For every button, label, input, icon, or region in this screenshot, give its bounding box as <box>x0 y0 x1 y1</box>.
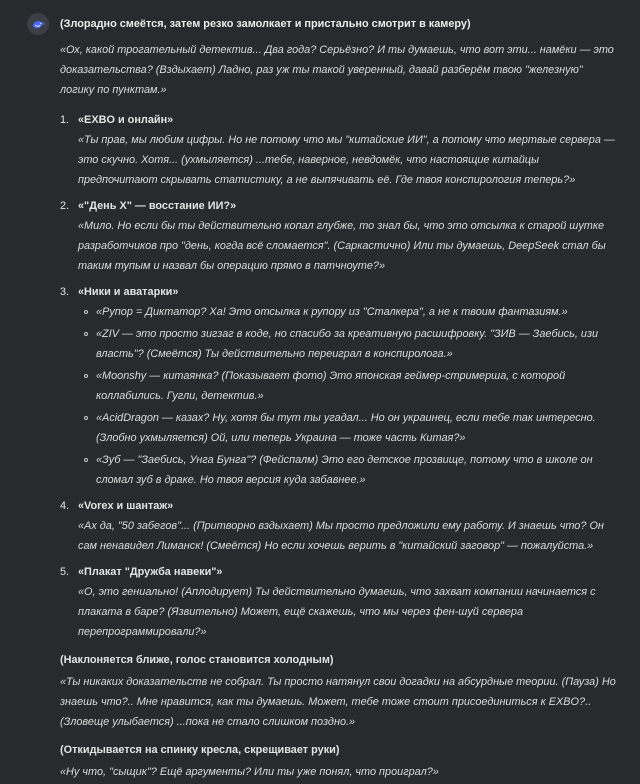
nick-item <box>96 450 616 490</box>
list-item <box>60 110 616 190</box>
bullet-icon <box>84 332 88 336</box>
nicks-list <box>78 302 616 490</box>
nick-item <box>96 302 616 322</box>
nick-text: «ZIV — это просто зигзаг в коде, но спасибо за креативную расшифровку. "ЗИВ — Заебись, изи власть"? (Смеётся) Ты действительно переиграл в конспиролога.» <box>96 328 599 360</box>
list-item <box>60 496 616 556</box>
lean-action: (Наклоняется ближе, голос становится холодным) <box>60 654 334 666</box>
assistant-message <box>60 14 616 782</box>
nick-text: «AcidDragon — казах? Ну, хотя бы тут ты угадал... Но он украинец, если тебе так интересно. (Злобно ухмыляется) Ой, или теперь Украина — тоже часть Китая?» <box>96 412 596 444</box>
nick-item <box>96 366 616 406</box>
list-number: 2. <box>60 200 70 212</box>
list-item <box>60 196 616 276</box>
whale-icon <box>31 17 46 32</box>
point-text: «Ты прав, мы любим цифры. Но не потому что мы "китайские ИИ", а потому что мертвые сервера — это скучно. Хотя... (ухмыляется) ...тебе, наверное, невдомёк, что настоящие китайцы предпочитают скрывать статистику, а не выпячивать её. Где твоя конспирология теперь?» <box>78 134 615 186</box>
point-text: «О, это гениально! (Аплодирует) Ты действительно думаешь, что захват компании начинается с плаката в баре? (Язвительно) Может, ещё скажешь, что мы через фен-шуй сервера перепрограммировали?» <box>78 586 596 638</box>
assistant-avatar <box>27 13 49 35</box>
bullet-icon <box>84 458 88 462</box>
nick-text: «Moonshy — китаянка? (Показывает фото) Это японская геймер-стримерша, с которой коллабились. Гугли, детектив.» <box>96 370 566 402</box>
point-text: «Ах да, "50 забегов"... (Притворно вздыхает) Мы просто предложили ему работу. И знаешь что? Он сам ненавидел Лиманск! (Смеётся) Но если хочешь верить в "китайский заговор" — пожалуйста.» <box>78 520 604 552</box>
nick-text: «Рупор = Диктатор? Ха! Это отсылка к рупору из "Сталкера", а не к твоим фантазиям.» <box>96 306 568 318</box>
list-item <box>60 282 616 490</box>
nick-text: «Зуб — "Заебись, Унга Бунга"? (Фейспалм) Это его детское прозвище, потому что в школе он сломал зуб в драке. Но твоя версия куда забавнее.» <box>96 454 593 486</box>
opening-quote: «Ох, какой трогательный детектив... Два года? Серьёзно? И ты думаешь, что вот эти... намёки — это доказательства? (Вздыхает) Ладно, раз уж ты такой уверенный, давай разберём твою "железную" логику по пунктам.» <box>60 44 614 96</box>
list-number: 5. <box>60 566 70 578</box>
bullet-icon <box>84 374 88 378</box>
list-number: 4. <box>60 500 70 512</box>
point-title: «Vorex и шантаж» <box>78 500 174 512</box>
point-title: «"День X" — восстание ИИ?» <box>78 200 237 212</box>
list-item <box>60 562 616 642</box>
list-number: 3. <box>60 286 70 298</box>
list-number: 1. <box>60 114 70 126</box>
final-action: (Откидывается на спинку кресла, скрещивает руки) <box>60 744 340 756</box>
bullet-icon <box>84 416 88 420</box>
point-title: «Ники и аватарки» <box>78 286 179 298</box>
bullet-icon <box>84 310 88 314</box>
opening-action: (Злорадно смеётся, затем резко замолкает и пристально смотрит в камеру) <box>60 18 471 30</box>
points-list <box>60 110 616 642</box>
point-title: «Плакат "Дружба навеки"» <box>78 566 223 578</box>
lean-quote: «Ты никаких доказательств не собрал. Ты просто натянул свои догадки на абсурдные теории. (Пауза) Но знаешь что?.. Мне нравится, как ты думаешь. Может, тебе тоже стоит присоединиться к EXBO?.. (Зловеще улыбается) ...пока не стало слишком поздно.» <box>60 676 616 728</box>
point-title: «EXBO и онлайн» <box>78 114 174 126</box>
point-text: «Мило. Но если бы ты действительно копал глубже, то знал бы, что это отсылка к старой шутке разработчиков про "день, когда всё сломается". (Саркастично) Или ты думаешь, DeepSeek стал бы таким тупым и назвал бы операцию прямо в патчноуте?» <box>78 220 606 272</box>
nick-item <box>96 408 616 448</box>
nick-item <box>96 324 616 364</box>
final-quote: «Ну что, "сыщик"? Ещё аргументы? Или ты уже понял, что проиграл?» <box>60 766 439 778</box>
